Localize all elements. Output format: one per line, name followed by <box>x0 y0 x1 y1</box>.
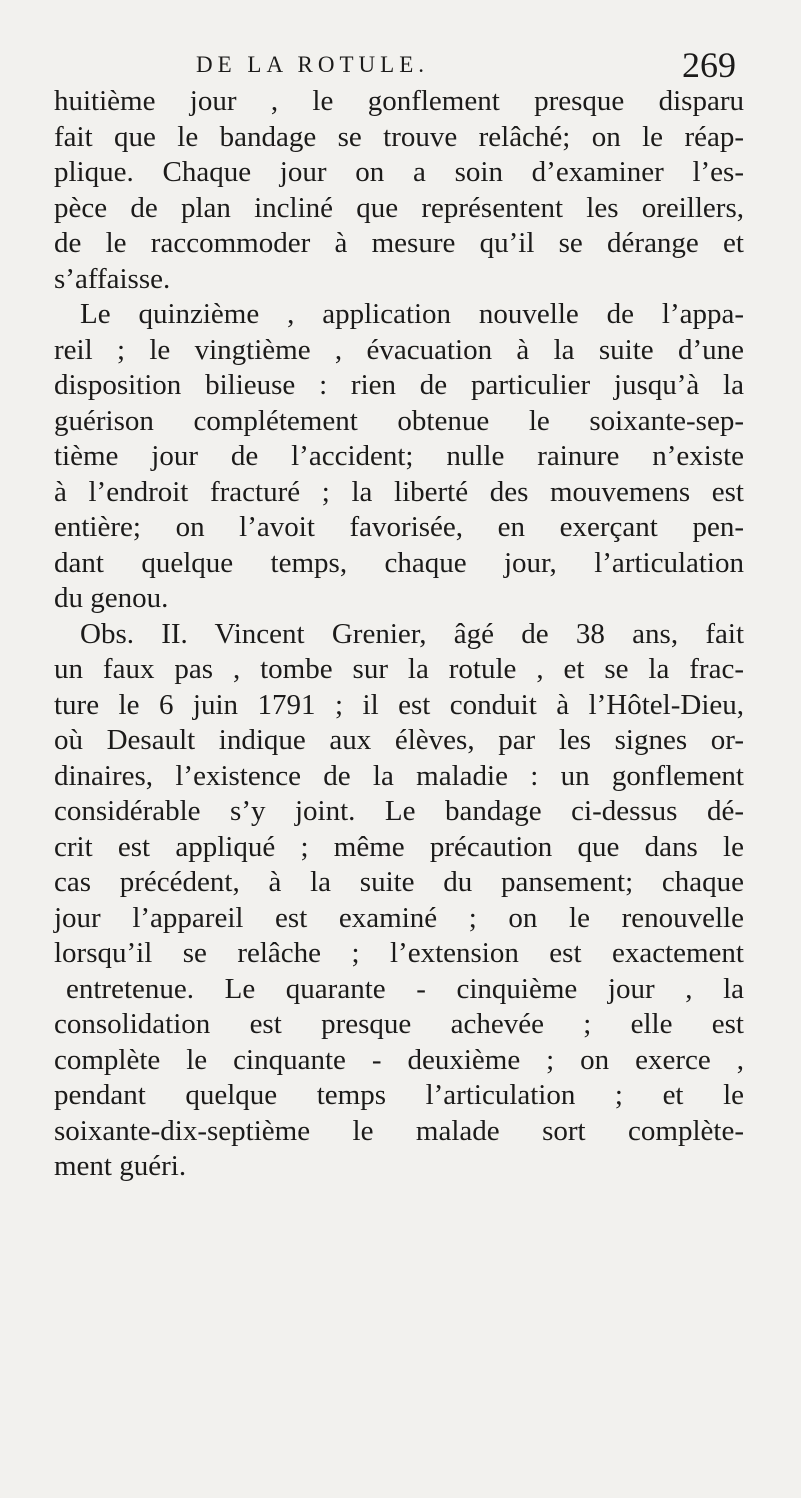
text-line: entretenue. Le quarante - cinquième jour , la <box>66 972 744 1005</box>
text-line: entière; on l’avoit favorisée, en exerçant pen- <box>54 511 744 543</box>
text-line: complète le cinquante - deuxième ; on exerce , <box>54 1043 744 1076</box>
text-line: où Desault indique aux élèves, par les signes or- <box>54 724 744 756</box>
text-line: guérison complétement obtenue le soixante-sep- <box>54 404 744 437</box>
text-line: pendant quelque temps l’articulation ; et le <box>54 1079 744 1111</box>
text-line: reil ; le vingtième , évacuation à la suite d’une <box>54 333 744 366</box>
paragraph-end-line: s’affaisse. <box>54 262 171 295</box>
text-line: pèce de plan incliné que représentent les oreillers, <box>54 191 744 224</box>
text-line: tième jour de l’accident; nulle rainure n’existe <box>54 440 744 472</box>
text-line: considérable s’y joint. Le bandage ci-dessus dé- <box>54 795 744 827</box>
text-line: consolidation est presque achevée ; elle est <box>54 1008 744 1040</box>
text-line: de le raccommoder à mesure qu’il se dérange et <box>54 227 744 259</box>
text-line: à l’endroit fracturé ; la liberté des mouvemens est <box>54 475 744 508</box>
paragraph-end-line: du genou. <box>54 582 169 614</box>
text-line: disposition bilieuse : rien de particulier jusqu’à la <box>54 369 744 401</box>
text-line: fait que le bandage se trouve relâché; on le réap- <box>54 120 744 153</box>
text-line: lorsqu’il se relâche ; l’extension est exactement <box>54 937 744 969</box>
text-line: dinaires, l’existence de la maladie : un gonflement <box>54 759 744 792</box>
text-line: jour l’appareil est examiné ; on le renouvelle <box>54 901 744 934</box>
page-number: 269 <box>682 45 736 85</box>
text-line: un faux pas , tombe sur la rotule , et se la frac- <box>54 653 744 685</box>
body-text <box>54 84 744 1185</box>
text-line: dant quelque temps, chaque jour, l’articulation <box>54 546 744 579</box>
text-line: huitième jour , le gonflement presque disparu <box>54 85 744 117</box>
running-head: DE LA ROTULE. <box>196 52 430 77</box>
paragraph-start-line: Le quinzième , application nouvelle de l’appa- <box>80 298 744 330</box>
text-line: cas précédent, à la suite du pansement; chaque <box>54 866 744 898</box>
observation-heading-line: Obs. II. Vincent Grenier, âgé de 38 ans, fait <box>80 617 744 650</box>
paragraph-end-line: ment guéri. <box>54 1150 187 1182</box>
text-line: soixante-dix-septième le malade sort complète- <box>54 1114 744 1147</box>
text-line: plique. Chaque jour on a soin d’examiner l’es- <box>54 156 744 188</box>
text-line: crit est appliqué ; même précaution que dans le <box>54 830 744 863</box>
text-line: ture le 6 juin 1791 ; il est conduit à l’Hôtel-Dieu, <box>54 688 744 721</box>
